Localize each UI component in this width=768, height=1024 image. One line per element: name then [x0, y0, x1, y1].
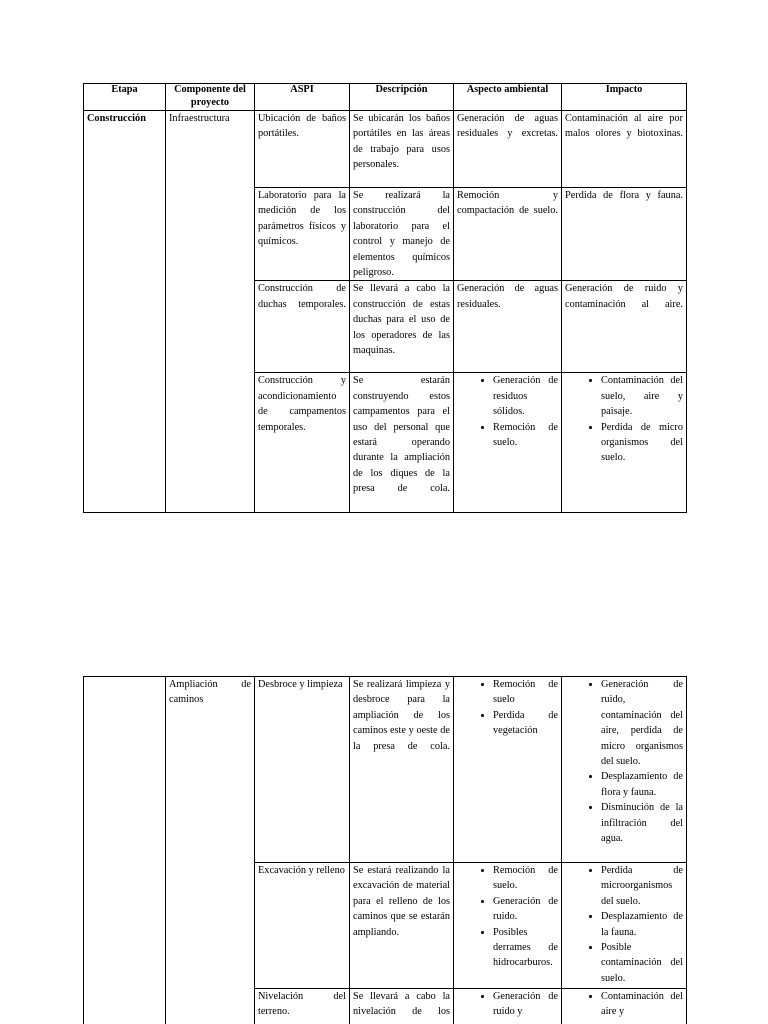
- aspi-cell: Construcción y acondicionamiento de campamentos temporales.: [255, 373, 350, 513]
- list-item: • Perdida de microorganismos del suelo.: [601, 863, 683, 909]
- header-aspecto: Aspecto ambiental: [454, 84, 562, 111]
- list-item: • Remoción de suelo.: [493, 863, 558, 894]
- impacto-cell: Contaminación al aire por malos olores y biotoxinas.: [562, 111, 687, 188]
- descripcion-cell: Se realizará limpieza y desbroce para la ampliación de los caminos este y oeste de la presa de cola.: [350, 677, 454, 863]
- list-item: • Perdida de vegetación: [493, 708, 558, 739]
- aspi-cell: Nivelación del terreno.: [255, 989, 350, 1024]
- impacto-list: [565, 373, 683, 465]
- table-row: [84, 111, 687, 188]
- aspecto-cell: [454, 373, 562, 513]
- environmental-impact-table-continued: [83, 676, 687, 1024]
- componente-cell: Ampliación de caminos: [166, 677, 255, 1024]
- header-componente: Componente del proyecto: [166, 84, 255, 111]
- header-etapa: Etapa: [84, 84, 166, 111]
- aspi-cell: Excavación y relleno: [255, 863, 350, 989]
- impacto-cell: Generación de ruido y contaminación al aire.: [562, 281, 687, 373]
- list-item: • Perdida de micro organismos del suelo.: [601, 420, 683, 466]
- impacto-cell: [562, 863, 687, 989]
- header-impacto: Impacto: [562, 84, 687, 111]
- impacto-list: [565, 989, 683, 1020]
- list-item: • Remoción de suelo.: [493, 420, 558, 451]
- aspecto-cell: Remoción y compactación de suelo.: [454, 188, 562, 281]
- componente-cell: Infraestructura: [166, 111, 255, 513]
- list-item: • Generación de residuos sólidos.: [493, 373, 558, 419]
- list-item: • Contaminación del suelo, aire y paisaje.: [601, 373, 683, 419]
- list-item: • Contaminación del aire y: [601, 989, 683, 1020]
- aspecto-cell: [454, 863, 562, 989]
- impacto-list: [565, 863, 683, 986]
- table-continuation-clip: [0, 676, 768, 1024]
- header-descripcion: Descripción: [350, 84, 454, 111]
- etapa-cell: Construcción: [84, 111, 166, 513]
- list-item: • Remoción de suelo: [493, 677, 558, 708]
- descripcion-cell: Se llevará a cabo la construcción de estas duchas para el uso de los operadores de las maquinas.: [350, 281, 454, 373]
- list-item: • Generación de ruido, contaminación del aire, perdida de micro organismos del suelo.: [601, 677, 683, 769]
- aspecto-cell: Generación de aguas residuales y excretas.: [454, 111, 562, 188]
- aspi-cell: Construcción de duchas temporales.: [255, 281, 350, 373]
- descripcion-cell: Se realizará la construcción del laboratorio para el control y manejo de elementos químicos peligroso.: [350, 188, 454, 281]
- aspi-cell: Desbroce y limpieza: [255, 677, 350, 863]
- list-item: • Desplazamiento de flora y fauna.: [601, 769, 683, 800]
- aspecto-list: [457, 677, 558, 739]
- header-aspi: ASPI: [255, 84, 350, 111]
- impacto-cell: [562, 677, 687, 863]
- aspecto-cell: [454, 677, 562, 863]
- list-item: • Generación de ruido y: [493, 989, 558, 1020]
- list-item: • Desplazamiento de la fauna.: [601, 909, 683, 940]
- list-item: • Disminución de la infiltración del agua.: [601, 800, 683, 846]
- descripcion-cell: Se estará realizando la excavación de material para el relleno de los caminos que se estarán ampliando.: [350, 863, 454, 989]
- list-item: • Generación de ruido.: [493, 894, 558, 925]
- aspecto-list: [457, 373, 558, 450]
- descripcion-cell: Se estarán construyendo estos campamentos para el uso del personal que estará operando durante la ampliación de los diques de la presa de cola.: [350, 373, 454, 513]
- impacto-cell: Perdida de flora y fauna.: [562, 188, 687, 281]
- aspecto-cell: Generación de aguas residuales.: [454, 281, 562, 373]
- aspecto-list: [457, 989, 558, 1020]
- descripcion-cell: Se llevará a cabo la nivelación de los: [350, 989, 454, 1024]
- aspecto-list: [457, 863, 558, 971]
- environmental-impact-table: [83, 83, 687, 513]
- impacto-list: [565, 677, 683, 846]
- list-item: • Posible contaminación del suelo.: [601, 940, 683, 986]
- impacto-cell: [562, 989, 687, 1024]
- impacto-cell: [562, 373, 687, 513]
- table-header-row: [84, 84, 687, 111]
- descripcion-cell: Se ubicarán los baños portátiles en las áreas de trabajo para usos personales.: [350, 111, 454, 188]
- table-row: [84, 677, 687, 863]
- aspecto-cell: [454, 989, 562, 1024]
- aspi-cell: Ubicación de baños portátiles.: [255, 111, 350, 188]
- list-item: • Posibles derrames de hidrocarburos.: [493, 925, 558, 971]
- etapa-cell: [84, 677, 166, 1024]
- aspi-cell: Laboratorio para la medición de los parámetros físicos y químicos.: [255, 188, 350, 281]
